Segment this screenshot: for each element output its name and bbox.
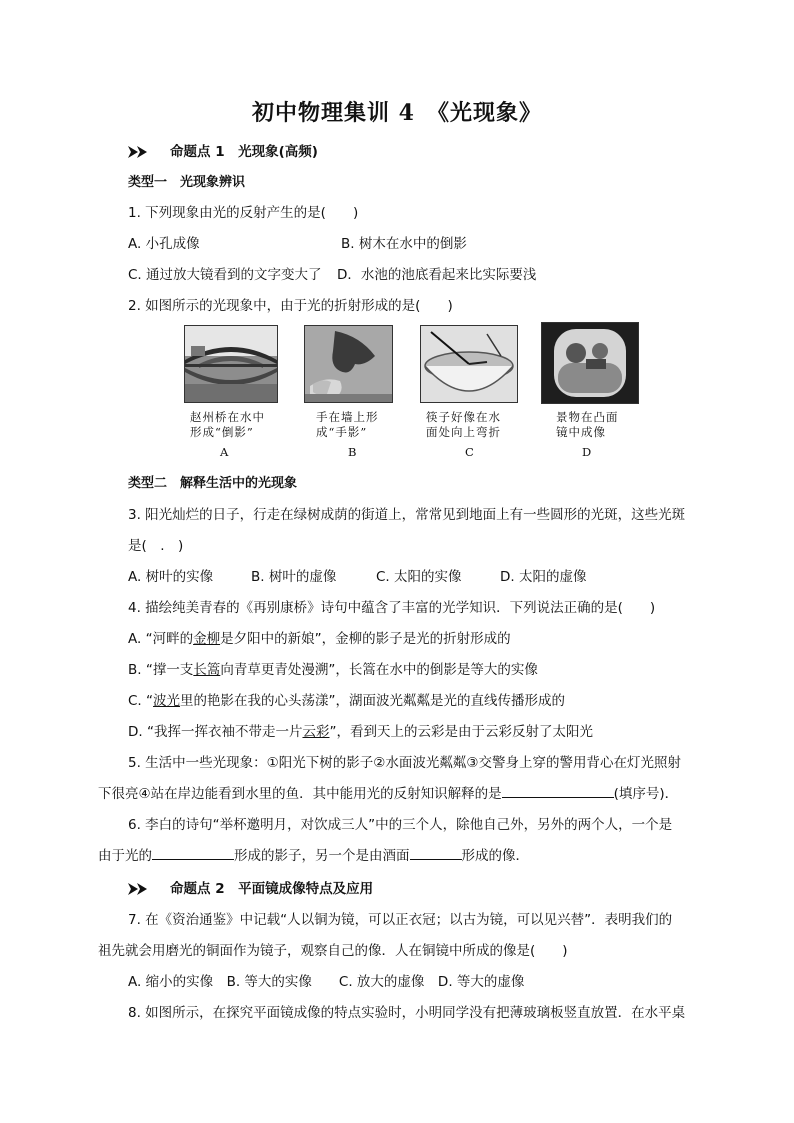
question-7-line2: 祖先就会用磨光的铜面作为镜子，观察自己的像．人在铜镜中所成的像是( ) [98,943,568,959]
caption-a-line1: 赵州桥在水中 [190,410,265,424]
caption-a [190,410,265,440]
chopsticks-bowl-image [420,325,518,403]
caption-b-line1: 手在墙上形 [316,410,379,424]
image-label-b: B [348,445,357,459]
question-4-option-c: C. “波光里的艳影在我的心头荡漾”，湖面波光粼粼是光的直线传播形成的 [128,693,566,709]
convex-mirror-image [541,322,639,404]
question-3-stem-line2: 是( . ) [128,538,184,554]
question-8-line1: 8. 如图所示，在探究平面镜成像的特点实验时，小明同学没有把薄玻璃板竖直放置．在水平桌 [128,1005,686,1021]
question-1-option-c: C. 通过放大镜看到的文字变大了 [128,267,322,283]
question-3-option-a: A. 树叶的实像 [128,569,214,585]
caption-c-line1: 筷子好像在水 [426,410,501,424]
caption-d-line2: 镜中成像 [556,425,606,439]
type-heading-2: 类型二 解释生活中的光现象 [128,476,298,491]
caption-b-line2: 成“手影” [316,425,368,439]
caption-c-line2: 面处向上弯折 [426,425,501,439]
question-5-line2: 下很亮④站在岸边能看到水里的鱼．其中能用光的反射知识解释的是 (填序号)． [98,786,679,802]
question-4-option-d: D. “我挥一挥衣袖不带走一片云彩”，看到天上的云彩是由于云彩反射了太阳光 [128,724,593,740]
question-3-option-b: B. 树叶的虚像 [251,569,337,585]
question-1-option-a: A. 小孔成像 [128,236,200,252]
question-3-stem-line1: 3. 阳光灿烂的日子，行走在绿树成荫的街道上，常常见到地面上有一些圆形的光斑，这些光斑 [128,507,686,523]
question-1-stem: 1. 下列现象由光的反射产生的是( ) [128,205,359,221]
type-heading-1: 类型一 光现象辨识 [128,175,246,190]
question-3-option-d: D. 太阳的虚像 [500,569,587,585]
question-3-option-c: C. 太阳的实像 [376,569,462,585]
question-6-line1: 6. 李白的诗句“举杯邀明月，对饮成三人”中的三个人，除他自己外，另外的两个人，一个是 [128,817,673,833]
question-5-line1: 5. 生活中一些光现象：①阳光下树的影子②水面波光粼粼③交警身上穿的警用背心在灯光照射 [128,755,681,771]
topic-heading-1 [128,140,318,160]
caption-c [426,410,501,440]
answer-blank-q6-1[interactable] [152,847,234,860]
image-label-a: A [220,445,229,459]
double-arrow-icon [128,883,154,895]
question-6-line2: 由于光的 形成的影子，另一个是由酒面 形成的像． [98,848,529,864]
caption-d-line1: 景物在凸面 [556,410,619,424]
double-arrow-icon [128,146,154,158]
question-4-stem: 4. 描绘纯美青春的《再别康桥》诗句中蕴含了丰富的光学知识．下列说法正确的是( ) [128,600,656,616]
question-4-option-a: A. “河畔的金柳是夕阳中的新娘”，金柳的影子是光的折射形成的 [128,631,511,647]
topic-2-label: 命题点 2 平面镜成像特点及应用 [170,881,374,897]
caption-a-line2: 形成“倒影” [190,425,254,439]
topic-1-label: 命题点 1 光现象(高频) [170,144,318,160]
caption-d [556,410,619,440]
image-label-c: C [465,445,474,459]
answer-blank-q6-2[interactable] [410,847,462,860]
question-4-option-b: B. “撑一支长篙向青草更青处漫溯”，长篙在水中的倒影是等大的实像 [128,662,538,678]
question-2-stem: 2. 如图所示的光现象中，由于光的折射形成的是( ) [128,298,453,314]
answer-blank-q5[interactable] [502,785,614,798]
image-label-d: D [582,445,592,459]
question-1-option-d: D．水池的池底看起来比实际要浅 [337,267,537,283]
caption-b [316,410,379,440]
question-1-option-b: B. 树木在水中的倒影 [341,236,467,252]
hand-shadow-image [304,325,393,403]
topic-heading-2 [128,877,373,897]
question-7-options: A. 缩小的实像 B. 等大的实像 C. 放大的虚像 D. 等大的虚像 [128,974,525,990]
question-7-line1: 7. 在《资治通鉴》中记载“人以铜为镜，可以正衣冠；以古为镜，可以见兴替”．表明我们的 [128,912,673,928]
page-title: 初中物理集训 4 《光现象》 [252,100,542,126]
bridge-reflection-image [184,325,278,403]
